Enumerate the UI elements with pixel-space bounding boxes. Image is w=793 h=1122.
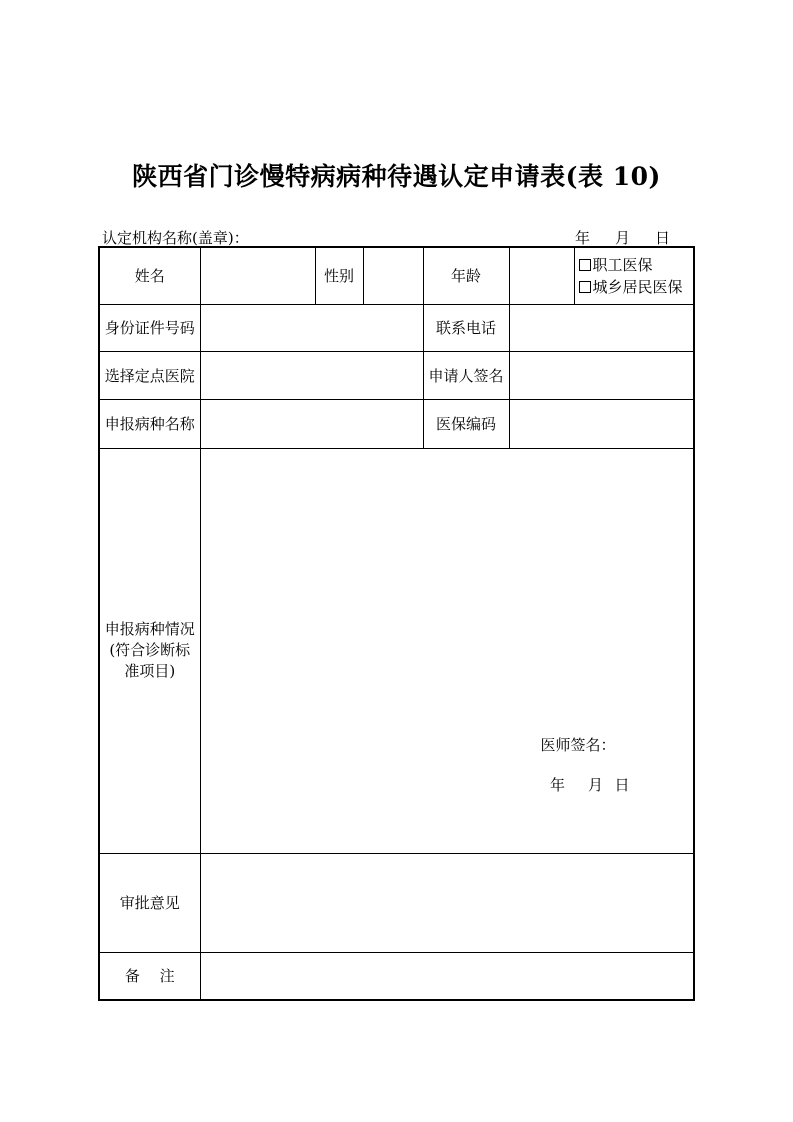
- age-field[interactable]: [509, 247, 574, 304]
- approval-label: 审批意见: [99, 853, 200, 952]
- phone-field[interactable]: [509, 304, 694, 351]
- insurance-code-label: 医保编码: [423, 399, 509, 448]
- doctor-date: [539, 774, 630, 795]
- approval-field[interactable]: [200, 853, 694, 952]
- employee-insurance-label: 职工医保: [592, 255, 653, 274]
- age-label: 年龄: [423, 247, 509, 304]
- name-field[interactable]: [200, 247, 315, 304]
- disease-name-field[interactable]: [200, 399, 423, 448]
- disease-status-line-3: 准项目): [124, 662, 176, 680]
- form-row-id: [99, 304, 694, 351]
- form-row-disease: [99, 399, 694, 448]
- header-day: 日: [655, 229, 671, 247]
- name-label: 姓名: [99, 247, 200, 304]
- disease-status-line-1: 申报病种情况: [104, 620, 195, 638]
- doctor-sign-label: 医师签名：: [540, 735, 616, 754]
- application-form-table: [98, 246, 695, 1001]
- resident-insurance-option[interactable]: [579, 276, 694, 298]
- header-month: 月: [615, 229, 631, 247]
- remarks-label: 备 注: [99, 952, 200, 1000]
- applicant-sign-label: 申请人签名: [423, 351, 509, 399]
- employee-insurance-option[interactable]: [579, 254, 694, 276]
- form-row-hospital: [99, 351, 694, 399]
- applicant-sign-field[interactable]: [509, 351, 694, 399]
- doctor-day: 日: [614, 775, 630, 794]
- phone-label: 联系电话: [423, 304, 509, 351]
- header-date: [575, 227, 670, 248]
- gender-label: 性别: [315, 247, 363, 304]
- resident-insurance-label: 城乡居民医保: [592, 277, 683, 296]
- form-row-approval: [99, 853, 694, 952]
- id-number-field[interactable]: [200, 304, 423, 351]
- disease-status-label: [99, 448, 200, 853]
- disease-name-label: 申报病种名称: [99, 399, 200, 448]
- disease-status-field[interactable]: [200, 448, 694, 853]
- form-row-disease-status: [99, 448, 694, 853]
- disease-status-line-2: (符合诊断标: [109, 641, 191, 659]
- insurance-code-field[interactable]: [509, 399, 694, 448]
- page-title: 陕西省门诊慢特病病种待遇认定申请表(表 10): [132, 162, 661, 191]
- hospital-label: 选择定点医院: [99, 351, 200, 399]
- id-number-label: 身份证件号码: [99, 304, 200, 351]
- checkbox-icon[interactable]: [579, 259, 591, 271]
- gender-field[interactable]: [363, 247, 423, 304]
- doctor-month: 月: [587, 775, 603, 794]
- form-row-remarks: [99, 952, 694, 1000]
- org-name-label: 认定机构名称(盖章)：: [102, 229, 249, 247]
- insurance-type-cell: [574, 247, 694, 304]
- header-year: 年: [575, 229, 591, 247]
- hospital-field[interactable]: [200, 351, 423, 399]
- checkbox-icon[interactable]: [579, 281, 591, 293]
- doctor-year: 年: [549, 775, 565, 794]
- form-row-basic: [99, 247, 694, 304]
- remarks-field[interactable]: [200, 952, 694, 1000]
